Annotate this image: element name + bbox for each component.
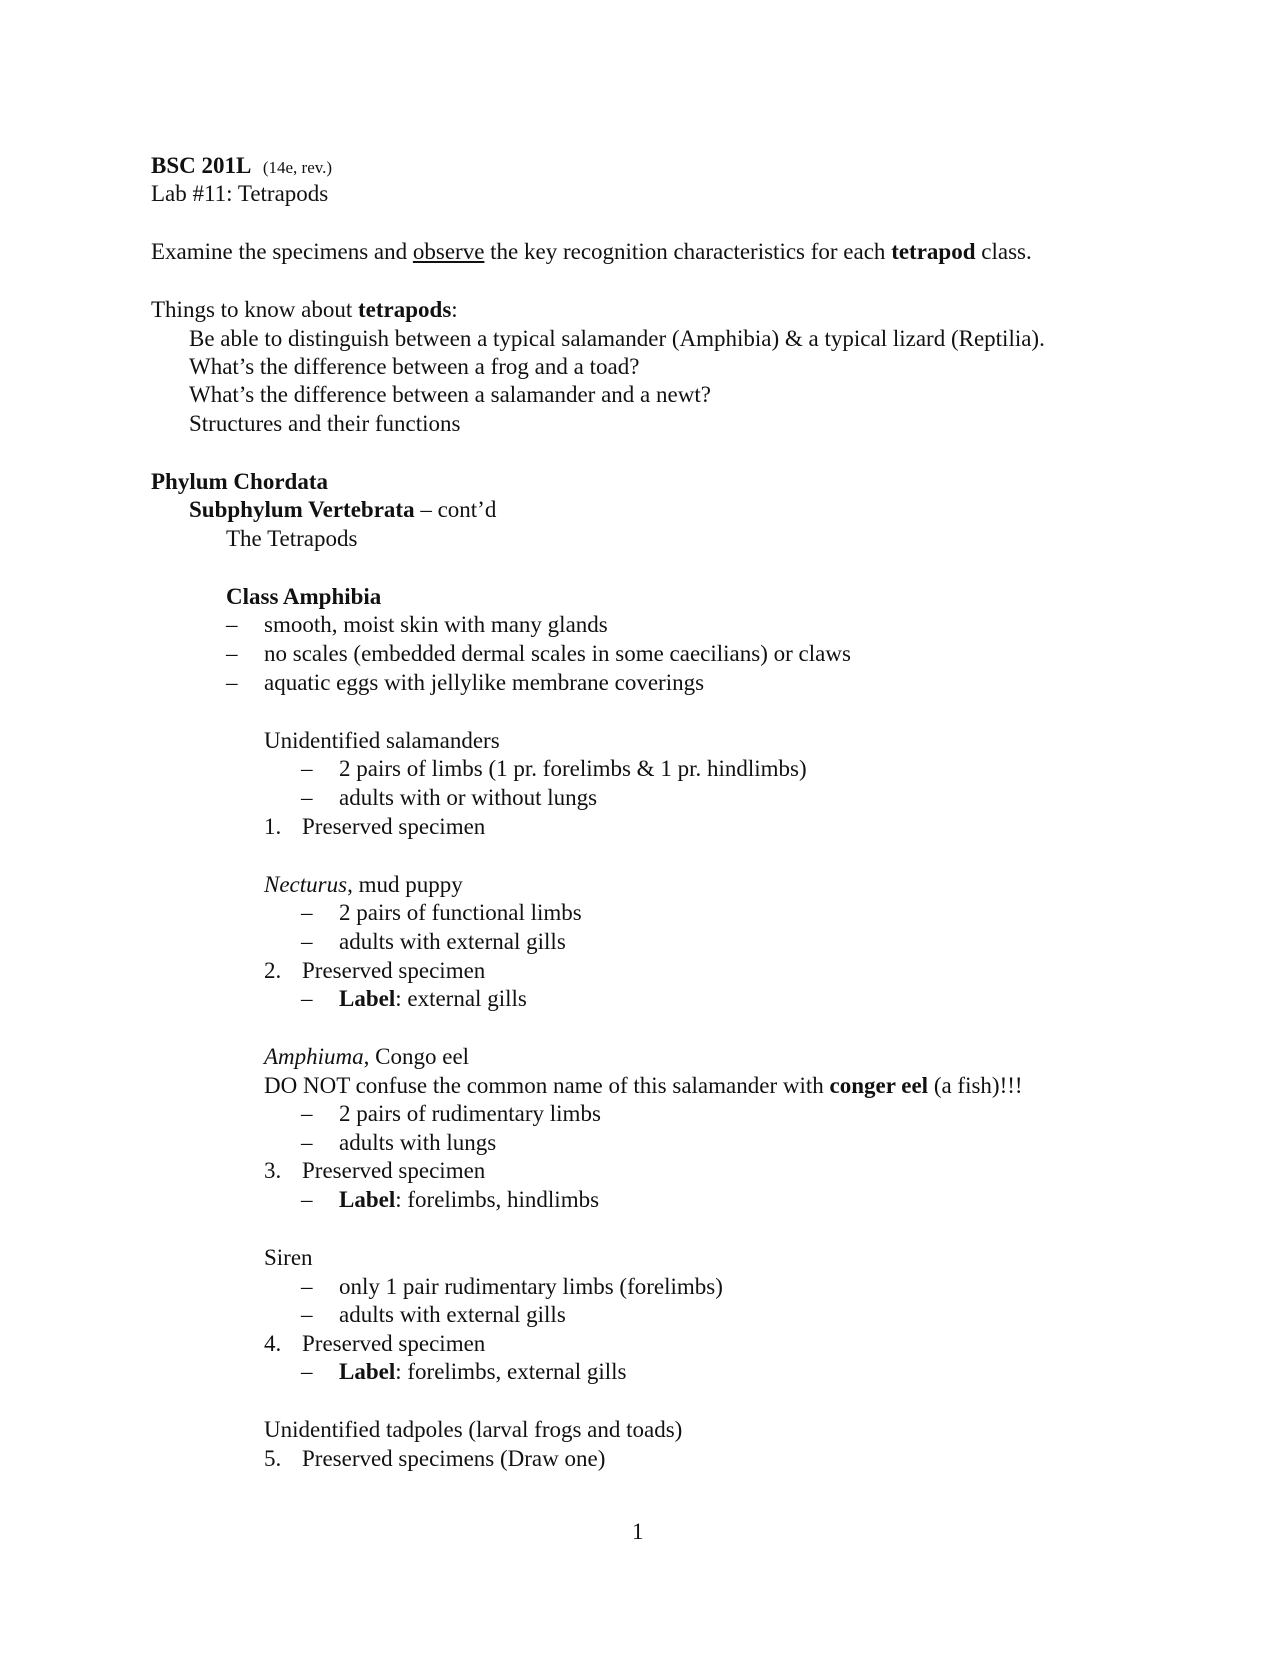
- things-item: Structures and their functions: [189, 411, 461, 436]
- things-item: What’s the difference between a salamander and a newt?: [189, 382, 711, 407]
- things-item: Be able to distinguish between a typical salamander (Amphibia) & a typical lizard (Reptilia).: [189, 326, 1045, 351]
- warning-note: DO NOT confuse the common name of this salamander with conger eel (a fish)!!!: [264, 1073, 1023, 1098]
- edition-note: (14e, rev.): [262, 158, 333, 177]
- lab-title: Lab #11: Tetrapods: [151, 181, 329, 206]
- things-heading: Things to know about tetrapods:: [151, 297, 458, 322]
- subphylum-heading: Subphylum Vertebrata – cont’d: [189, 497, 497, 522]
- class-trait: – smooth, moist skin with many glands: [226, 612, 608, 637]
- class-trait: – aquatic eggs with jellylike membrane coverings: [226, 670, 705, 695]
- specimen-title: Unidentified salamanders: [264, 728, 500, 753]
- specimen-trait: – adults with or without lungs: [301, 785, 598, 810]
- group-heading: The Tetrapods: [226, 526, 358, 551]
- intro-sentence: Examine the specimens and observe the key recognition characteristics for each tetrapod class.: [151, 239, 1032, 264]
- specimen-title: Unidentified tadpoles (larval frogs and toads): [264, 1417, 683, 1442]
- page-number: 1: [632, 1519, 644, 1544]
- class-trait: – no scales (embedded dermal scales in some caecilians) or claws: [226, 641, 851, 666]
- specimen-trait: – adults with external gills: [301, 929, 566, 954]
- course-code: BSC 201L: [151, 153, 252, 178]
- specimen-item: 2. Preserved specimen: [264, 958, 486, 983]
- specimen-trait: – adults with lungs: [301, 1130, 497, 1155]
- specimen-title: Amphiuma, Congo eel: [264, 1044, 470, 1069]
- observe-word: observe: [412, 239, 485, 264]
- class-heading: Class Amphibia: [226, 584, 382, 609]
- specimen-title: Siren: [264, 1245, 313, 1270]
- specimen-title: Necturus, mud puppy: [264, 872, 463, 897]
- specimen-item: 5. Preserved specimens (Draw one): [264, 1446, 606, 1471]
- specimen-label: – Label: forelimbs, external gills: [301, 1359, 627, 1384]
- specimen-trait: – 2 pairs of limbs (1 pr. forelimbs & 1 pr. hindlimbs): [301, 756, 807, 781]
- specimen-trait: – adults with external gills: [301, 1302, 566, 1327]
- specimen-trait: – 2 pairs of rudimentary limbs: [301, 1101, 601, 1126]
- specimen-trait: – only 1 pair rudimentary limbs (forelimbs): [301, 1274, 723, 1299]
- specimen-label: – Label: forelimbs, hindlimbs: [301, 1187, 600, 1212]
- course-header: [151, 152, 332, 182]
- specimen-trait: – 2 pairs of functional limbs: [301, 900, 582, 925]
- specimen-label: – Label: external gills: [301, 986, 527, 1011]
- specimen-item: 1. Preserved specimen: [264, 814, 486, 839]
- phylum-heading: Phylum Chordata: [151, 469, 328, 494]
- specimen-item: 3. Preserved specimen: [264, 1158, 486, 1183]
- specimen-item: 4. Preserved specimen: [264, 1331, 486, 1356]
- things-item: What’s the difference between a frog and a toad?: [189, 354, 640, 379]
